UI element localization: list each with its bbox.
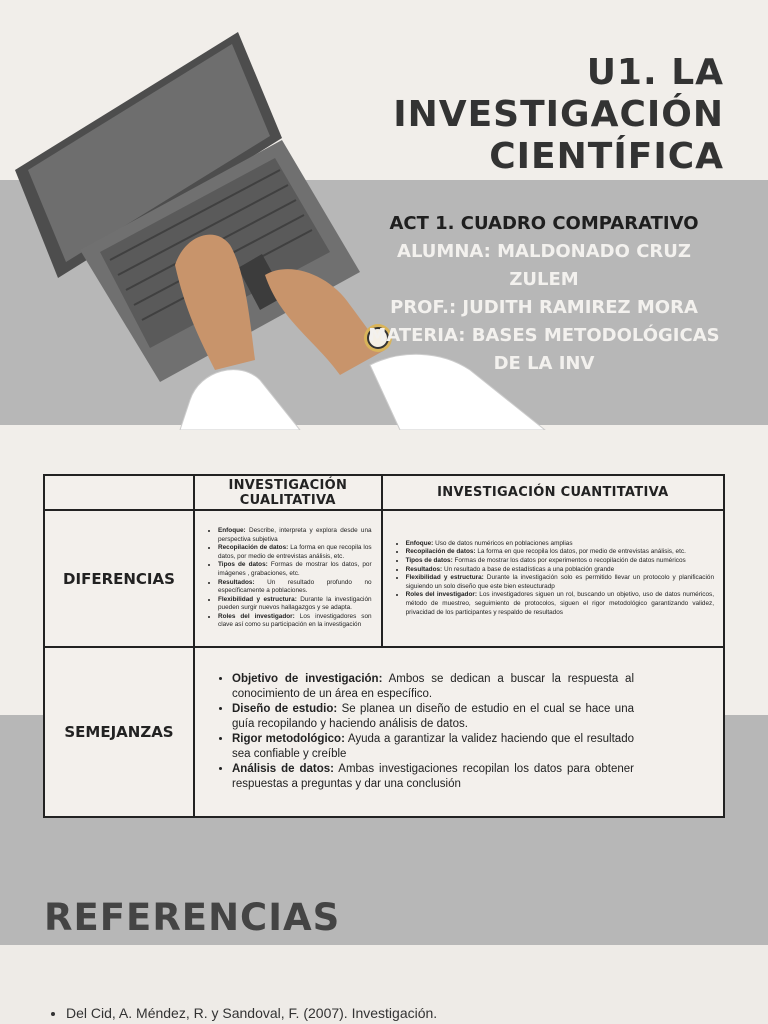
list-item [232, 672, 634, 702]
item-key: Análisis de datos: [232, 763, 334, 775]
item-text: Ambas investigaciones recopilan los datos para obtener respuestas a preguntas y dar una conclusión [232, 763, 634, 790]
item-text: Describe, interpreta y explora desde una perspectiva subjetiva [218, 526, 372, 543]
item-key: Tipos de datos: [405, 557, 453, 565]
item-text: Uso de datos numéricos en poblaciones amplias [433, 539, 573, 547]
subject-label-1: MATERIA: BASES METODOLÓGICAS [368, 325, 720, 346]
list-item [218, 596, 372, 613]
item-key: Resultados: [218, 578, 255, 586]
activity-label: ACT 1. CUADRO COMPARATIVO [389, 213, 699, 234]
list-item [232, 762, 634, 792]
similarities-label: SEMEJANZAS [44, 647, 194, 817]
item-text: La forma en que recopila los datos, por medio de entrevistas análisis, etc. [218, 544, 372, 560]
table-header-row [44, 475, 724, 510]
item-key: Recopilación de datos: [218, 544, 289, 552]
item-text: Los investigadores son clave así como su participación en la investigación [218, 612, 372, 629]
quantitative-list [384, 536, 722, 621]
list-item [406, 557, 714, 566]
page-title [264, 52, 724, 178]
list-item [406, 591, 714, 617]
item-text: Durante la investigación solo es permitido llevar un protocolo y planificación siguiendo un solo diseño que este bien esteucturadp [405, 574, 714, 590]
similarities-row [44, 647, 724, 817]
item-text: Formas de mostrar los datos por experimentos o recopilación de datos numéricos [452, 557, 686, 565]
item-key: Enfoque: [405, 539, 434, 547]
item-key: Diseño de estudio: [232, 703, 338, 715]
item-key: Resultados: [405, 565, 443, 573]
item-text: Los investigadores siguen un rol, buscando un objetivo, uso de datos numéricos, método de muestreo, seguimiento de protocolos, siguen el rigor metodológico garantizando validez, privacidad de los participantes y respaldo de resultados [405, 591, 714, 616]
differences-label: DIFERENCIAS [44, 510, 194, 647]
item-key: Objetivo de investigación: [232, 673, 383, 685]
comparison-table [43, 474, 725, 818]
item-key: Flexibilidad y estructura: [218, 595, 297, 603]
item-key: Roles del investigador: [405, 591, 477, 599]
subject-label-2: DE LA INV [493, 353, 595, 374]
item-text: Formas de mostrar los datos, por imágenes , grabaciones, etc. [218, 561, 372, 577]
item-text: Se planea un diseño de estudio en el cual se hace una guía recopilando y haciendo análisis de datos. [232, 703, 634, 730]
header-info [364, 210, 724, 378]
qualitative-cell [194, 510, 382, 647]
item-text: Un resultado a base de estadísticas a una población grande [442, 565, 615, 573]
item-key: Tipos de datos: [218, 561, 268, 569]
item-key: Enfoque: [218, 526, 246, 534]
list-item [406, 566, 714, 575]
list-item [218, 527, 372, 544]
header-qualitative: INVESTIGACIÓN CUALITATIVA [194, 475, 382, 510]
item-key: Rigor metodológico: [232, 733, 345, 745]
item-text: Durante la investigación pueden surgir nuevos hallagazgos y se adapta. [218, 595, 372, 612]
quantitative-cell [382, 510, 724, 647]
item-key: Recopilación de datos: [405, 548, 476, 556]
list-item [218, 613, 372, 630]
title-line-1: U1. LA INVESTIGACIÓN [393, 52, 724, 135]
reference-item: • Del Cid, A. Méndez, R. y Sandoval, F. (2007). Investigación. [66, 1005, 437, 1021]
title-line-2: CIENTÍFICA [489, 136, 724, 177]
list-item [218, 544, 372, 561]
similarities-list [196, 672, 722, 792]
references-title: REFERENCIAS [44, 896, 341, 939]
item-text: La forma en que recopila los datos, por medio de entrevistas análisis, etc. [475, 548, 686, 556]
list-item [232, 732, 634, 762]
list-item [406, 540, 714, 549]
item-key: Roles del investigador: [218, 612, 295, 620]
student-label: ALUMNA: MALDONADO CRUZ ZULEM [397, 241, 691, 290]
list-item [232, 702, 634, 732]
similarities-cell [194, 647, 724, 817]
professor-label: PROF.: JUDITH RAMIREZ MORA [390, 297, 698, 318]
references-list [30, 1005, 437, 1021]
list-item [218, 561, 372, 578]
list-item [406, 548, 714, 557]
list-item [218, 579, 372, 596]
list-item [406, 574, 714, 591]
item-key: Flexibilidad y estructura: [405, 574, 484, 582]
qualitative-list [196, 523, 380, 634]
empty-header-cell [44, 475, 194, 510]
header-quantitative: INVESTIGACIÓN CUANTITATIVA [382, 475, 724, 510]
item-text: Ayuda a garantizar la validez haciendo que el resultado sea confiable y creíble [232, 733, 634, 760]
differences-row [44, 510, 724, 647]
item-text: Ambos se dedican a buscar la respuesta al conocimiento de un área en específico. [232, 673, 634, 700]
item-text: Un resultado profundo no específicamente a poblaciones. [218, 578, 372, 595]
